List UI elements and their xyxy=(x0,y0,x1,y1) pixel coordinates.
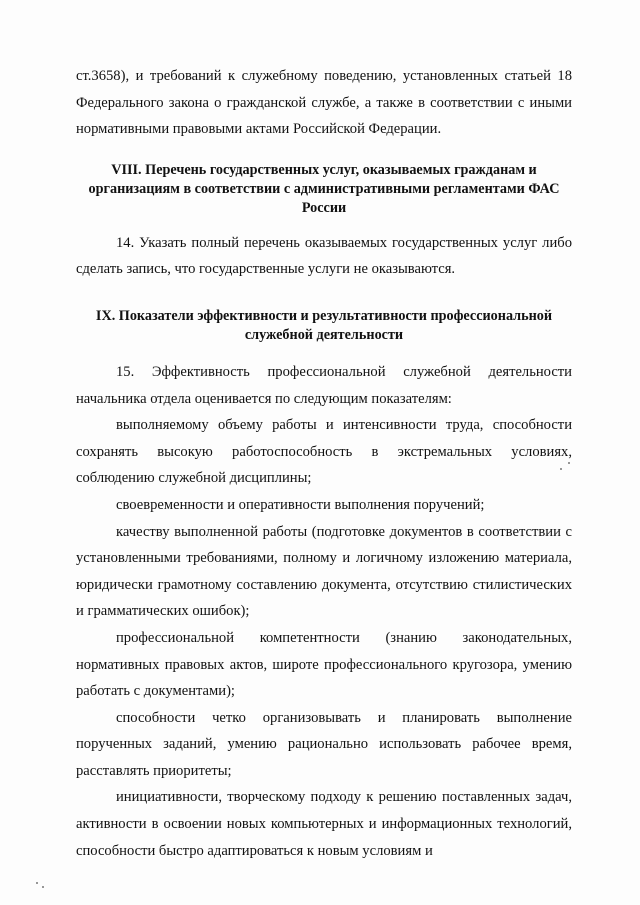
section-9-heading: IX. Показатели эффективности и результативности профессиональной служебной деятельности xyxy=(95,307,553,343)
scan-speck xyxy=(42,886,44,888)
section-8-heading: VIII. Перечень государственных услуг, оказываемых гражданам и организациям в соответствии с административными регламентами ФАС России xyxy=(88,161,560,216)
section-9-paragraph-3: своевременности и оперативности выполнения поручений; xyxy=(116,496,485,513)
scan-speck xyxy=(36,882,38,884)
section-9-paragraph-4: качеству выполненной работы (подготовке документов в соответствии с установленными требованиями, полному и логичному изложению материала, юридически грамотному составлению документа, отсутствию стилистических и грамматических ошибок); xyxy=(76,523,572,620)
document-body xyxy=(76,63,572,864)
section-9-paragraph-1: 15. Эффективность профессиональной служебной деятельности начальника отдела оценивается по следующим показателям: xyxy=(76,363,572,407)
section-9-paragraph-7: инициативности, творческому подходу к решению поставленных задач, активности в освоении новых компьютерных и информационных технологий, способности быстро адаптироваться к новым условиям и xyxy=(76,789,572,859)
scan-speck xyxy=(560,468,562,470)
section-9-paragraph-6: способности четко организовывать и планировать выполнение порученных заданий, умению рационально использовать рабочее время, расставлять приоритеты; xyxy=(76,709,572,779)
section-8-paragraph: 14. Указать полный перечень оказываемых государственных услуг либо сделать запись, что государственные услуги не оказываются. xyxy=(76,234,572,278)
section-9-paragraph-5: профессиональной компетентности (знанию законодательных, нормативных правовых актов, широте профессионального кругозора, умению работать с документами); xyxy=(76,629,572,700)
intro-paragraph: ст.3658), и требований к служебному поведению, установленных статьей 18 Федерального закона о гражданской службе, а также в соответствии с иными нормативными правовыми актами Российской Федерации. xyxy=(76,68,572,138)
section-9-paragraph-2: выполняемому объему работы и интенсивности труда, способности сохранять высокую работоспособность в экстремальных условиях, соблюдению служебной дисциплины; xyxy=(76,417,572,487)
scan-speck xyxy=(568,462,570,464)
